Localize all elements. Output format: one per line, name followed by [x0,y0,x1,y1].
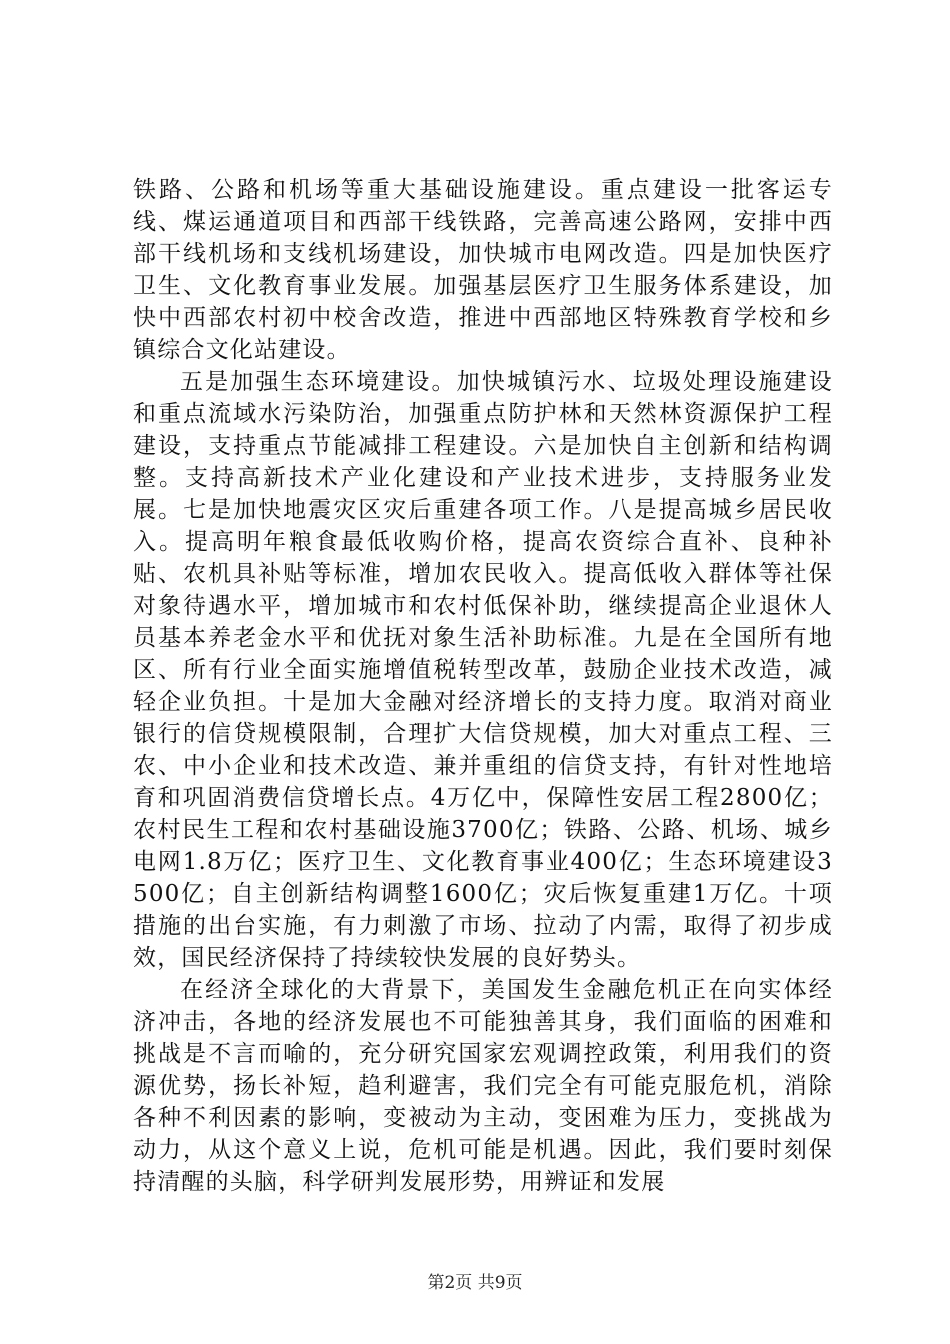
paragraph-1: 铁路、公路和机场等重大基础设施建设。重点建设一批客运专线、煤运通道项目和西部干线铁路，完善高速公路网，安排中西部干线机场和支线机场建设，加快城市电网改造。四是加快医疗卫生、文化教育事业发展。加强基层医疗卫生服务体系建设，加快中西部农村初中校舍改造，推进中西部地区特殊教育学校和乡镇综合文化站建设。 [133,177,833,363]
paragraph-3: 在经济全球化的大背景下，美国发生金融危机正在向实体经济冲击，各地的经济发展也不可能独善其身，我们面临的困难和挑战是不言而喻的，充分研究国家宏观调控政策，利用我们的资源优势，扬长补短，趋利避害，我们完全有可能克服危机，消除各种不利因素的影响，变被动为主动，变困难为压力，变挑战为动力，从这个意义上说，危机可能是机遇。因此，我们要时刻保持清醒的头脑，科学研判发展形势，用辨证和发展 [133,977,833,1195]
paragraph-2: 五是加强生态环境建设。加快城镇污水、垃圾处理设施建设和重点流域水污染防治，加强重点防护林和天然林资源保护工程建设，支持重点节能减排工程建设。六是加快自主创新和结构调整。支持高新技术产业化建设和产业技术进步，支持服务业发展。七是加快地震灾区灾后重建各项工作。八是提高城乡居民收入。提高明年粮食最低收购价格，提高农资综合直补、良种补贴、农机具补贴等标准，增加农民收入。提高低收入群体等社保对象待遇水平，增加城市和农村低保补助，继续提高企业退休人员基本养老金水平和优抚对象生活补助标准。九是在全国所有地区、所有行业全面实施增值税转型改革，鼓励企业技术改造，减轻企业负担。十是加大金融对经济增长的支持力度。取消对商业银行的信贷规模限制，合理扩大信贷规模，加大对重点工程、三农、中小企业和技术改造、兼并重组的信贷支持，有针对性地培育和巩固消费信贷增长点。4万亿中，保障性安居工程2800亿；农村民生工程和农村基础设施3700亿；铁路、公路、机场、城乡电网1.8万亿；医疗卫生、文化教育事业400亿；生态环境建设3500亿；自主创新结构调整1600亿；灾后恢复重建1万亿。十项措施的出台实施，有力刺激了市场、拉动了内需，取得了初步成效，国民经济保持了持续较快发展的良好势头。 [133,369,833,971]
page-number-footer: 第2页 共9页 [427,1273,523,1293]
document-body [133,174,833,1198]
